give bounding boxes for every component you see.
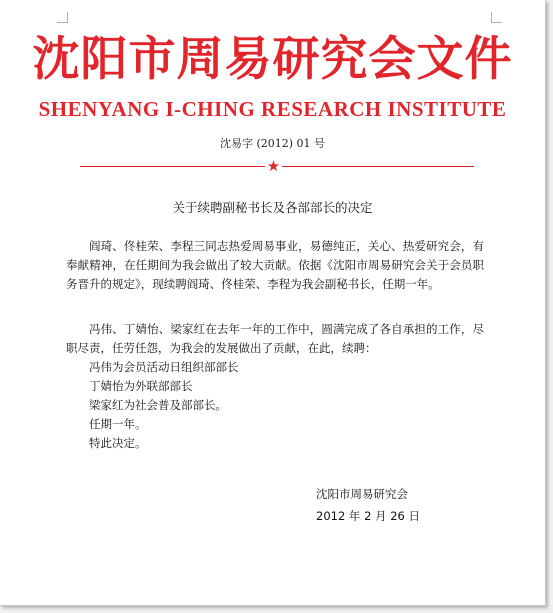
document-number: 沈易字 (2012) 01 号 xyxy=(219,137,326,150)
signature-organization: 沈阳市周易研究会 xyxy=(316,487,408,501)
header-divider-right xyxy=(282,166,474,167)
document-title: 关于续聘副秘书长及各部部长的决定 xyxy=(172,200,373,215)
appointment-line: 冯伟为会员活动日组织部部长 xyxy=(89,360,239,374)
appointment-line: 梁家红为社会普及部部长。 xyxy=(89,398,227,412)
star-icon: ★ xyxy=(266,157,281,175)
appointment-line: 丁婧怡为外联部部长 xyxy=(89,379,193,393)
margin-corner-mark xyxy=(491,12,502,23)
margin-corner-mark xyxy=(57,12,68,23)
organization-title: 沈阳市周易研究会文件 xyxy=(32,32,513,87)
closing-line: 特此决定。 xyxy=(89,436,147,450)
body-paragraph-1 xyxy=(66,237,484,294)
term-line: 任期一年。 xyxy=(89,417,147,431)
organization-title-english: SHENYANG I-CHING RESEARCH INSTITUTE xyxy=(38,97,507,121)
signature-date: 2012 年 2 月 26 日 xyxy=(316,509,420,523)
body-paragraph-2 xyxy=(66,320,484,358)
paragraph-text: 冯伟、丁婧怡、梁家红在去年一年的工作中，圆满完成了各自承担的工作，尽职尽责，任劳任怨，为我会的发展做出了贡献，在此，续聘： xyxy=(66,322,484,355)
paragraph-text: 阎琦、佟桂荣、李程三同志热爱周易事业，易德纯正，关心、热爱研究会，有奉献精神，在任期间为我会做出了较大贡献。依据《沈阳市周易研究会关于会员职务晋升的规定》，现续聘阎琦、佟桂荣、李程为我会副秘书长，任期一年。 xyxy=(66,239,484,291)
header-divider-left xyxy=(80,166,265,167)
